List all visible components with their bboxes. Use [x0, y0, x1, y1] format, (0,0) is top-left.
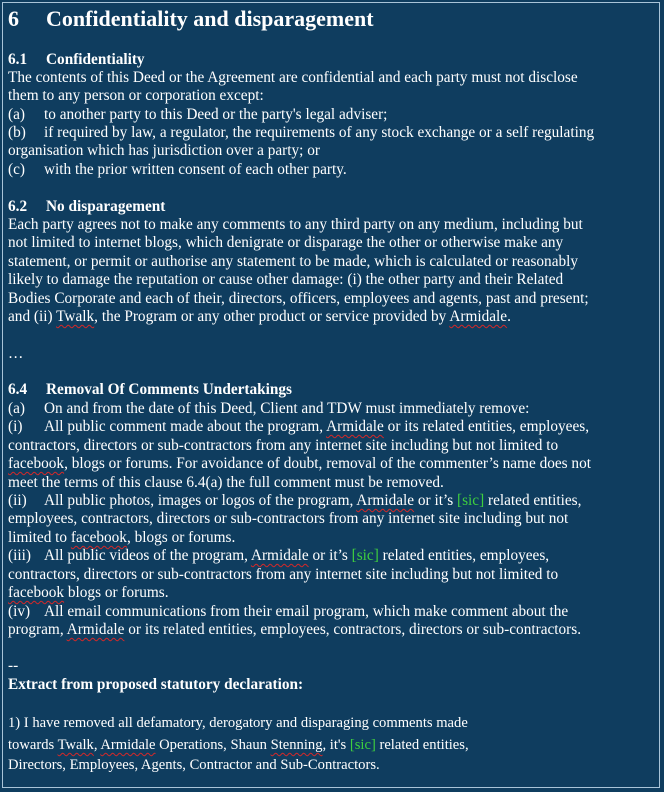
text-run: related entities, [375, 737, 469, 753]
spellcheck-word: Armidale [100, 737, 156, 753]
list-item [8, 547, 549, 565]
text-run: (iv) [8, 603, 31, 620]
sic-marker: [sic] [456, 492, 485, 509]
spellcheck-word: Armidale [250, 547, 309, 564]
list-item [8, 418, 589, 436]
text-run: blogs or forums. [64, 584, 169, 601]
spellcheck-word: facebook [8, 584, 65, 601]
clause-6-2-text: not limited to internet blogs, which denigrate or disparage the other or otherwise make any [8, 234, 564, 251]
section-number: 6 [8, 6, 19, 31]
clause-6-1-heading [8, 51, 145, 69]
text-run: All public comment made about the program, [44, 418, 327, 435]
clause-6-2-text: Each party agrees not to make any comments to any third party on any medium, including but [8, 216, 583, 233]
text-run: On and from the date of this Deed, Client and TDW must immediately remove: [44, 400, 530, 417]
text-run: (a) [8, 400, 25, 417]
list-item-continuation: contractors, directors or sub-contractors from any internet site including but not limited to [8, 437, 559, 454]
ellipsis: … [8, 345, 24, 362]
list-item-continuation [8, 529, 235, 547]
spellcheck-word: Armidale [356, 492, 415, 509]
list-item-continuation: contractors, directors or sub-contractors from any internet site including but not limited to [8, 566, 559, 583]
text-run: or it’s [308, 547, 352, 564]
text-run: Operations, Shaun [155, 737, 271, 753]
text-run: or it’s [414, 492, 457, 509]
spellcheck-word: Armidale [66, 621, 125, 638]
spellcheck-word: facebook [8, 455, 65, 472]
spellcheck-word: facebook [70, 529, 127, 546]
text-run: towards [8, 737, 58, 753]
text-run: (i) [8, 418, 23, 435]
section-title: Confidentiality and disparagement [46, 6, 374, 31]
list-item-continuation [8, 455, 591, 473]
text-run: or its related entities, employees, contractors, directors or sub-contractors. [124, 621, 582, 638]
text-run: with the prior written consent of each other party. [44, 161, 347, 178]
text-run: or its related entities, employees, [383, 418, 590, 435]
list-item [8, 124, 594, 142]
text-run: limited to [8, 529, 71, 546]
text-run: All public photos, images or logos of the program, [44, 492, 357, 509]
spellcheck-word: Stenning [270, 737, 323, 753]
text-run: if required by law, a regulator, the requirements of any stock exchange or a self regulating [44, 124, 595, 141]
spellcheck-word: Armidale [326, 418, 384, 435]
clause-6-1-text: The contents of this Deed or the Agreement are confidential and each party must not disclose [8, 69, 578, 86]
clause-6-2-text: statement, or permit or authorise any statement to be made, which is calculated or reasonably [8, 253, 579, 270]
text-run: Removal Of Comments Undertakings [46, 381, 293, 398]
list-item-continuation [8, 584, 169, 602]
text-run: (b) [8, 124, 26, 141]
clause-6-2-text: likely to damage the reputation or cause other damage: (i) the other party and their Related [8, 271, 564, 288]
text-run: related entities, [484, 492, 582, 509]
spellcheck-word: Twalk [57, 737, 94, 753]
text-run: (a) [8, 106, 25, 123]
clause-6-1-text: them to any person or corporation except: [8, 87, 264, 104]
clause-6-2-text [8, 308, 511, 326]
list-item [8, 400, 529, 418]
list-item-continuation: meet the terms of this clause 6.4(a) the full comment must be removed. [8, 474, 444, 491]
text-run: , blogs or forums. [126, 529, 236, 546]
spellcheck-word: Armidale [449, 308, 508, 325]
text-run: (c) [8, 161, 25, 178]
text-run: 6.2 [8, 198, 28, 215]
clause-6-2-text: Bodies Corporate and each of their, directors, officers, employees and agents, past and present; [8, 290, 589, 307]
section-heading [8, 6, 374, 32]
text-run: , it's [322, 737, 350, 753]
declaration-text [8, 736, 469, 754]
list-item-continuation [8, 621, 581, 639]
declaration-text: Directors, Employees, Agents, Contractor and Sub-Contractors. [8, 757, 380, 773]
list-item [8, 161, 347, 179]
text-run: No disparagement [46, 198, 166, 215]
sic-marker: [sic] [349, 737, 376, 753]
list-item [8, 603, 568, 621]
separator: -- [8, 657, 19, 674]
sic-marker: [sic] [351, 547, 379, 564]
text-run: (ii) [8, 492, 27, 509]
text-run: All public videos of the program, [44, 547, 251, 564]
spellcheck-word: Twalk [56, 308, 95, 325]
text-run: , blogs or forums. For avoidance of doubt, removal of the commenter’s name does not [64, 455, 591, 472]
list-item [8, 492, 581, 510]
text-run: Confidentiality [46, 51, 145, 68]
text-run: to another party to this Deed or the party's legal adviser; [44, 106, 388, 123]
text-run: , [93, 737, 101, 753]
extract-heading: Extract from proposed statutory declaration: [8, 676, 304, 693]
text-run: . [507, 308, 511, 325]
text-run: (iii) [8, 547, 31, 564]
text-run: , the Program or any other product or service provided by [94, 308, 450, 325]
declaration-text: 1) I have removed all defamatory, derogatory and disparaging comments made [8, 715, 468, 731]
list-item [8, 106, 387, 124]
text-run: and (ii) [8, 308, 57, 325]
text-run: related entities, employees, [378, 547, 550, 564]
text-run: 6.1 [8, 51, 28, 68]
list-item-continuation: employees, contractors, directors or sub-contractors from any internet site including but not [8, 510, 569, 527]
text-run: All email communications from their email program, which make comment about the [44, 603, 569, 620]
clause-6-2-heading [8, 198, 165, 216]
text-run: 6.4 [8, 381, 28, 398]
clause-6-4-heading [8, 381, 292, 399]
text-run: program, [8, 621, 67, 638]
list-item-continuation: organisation which has jurisdiction over a party; or [8, 142, 320, 159]
